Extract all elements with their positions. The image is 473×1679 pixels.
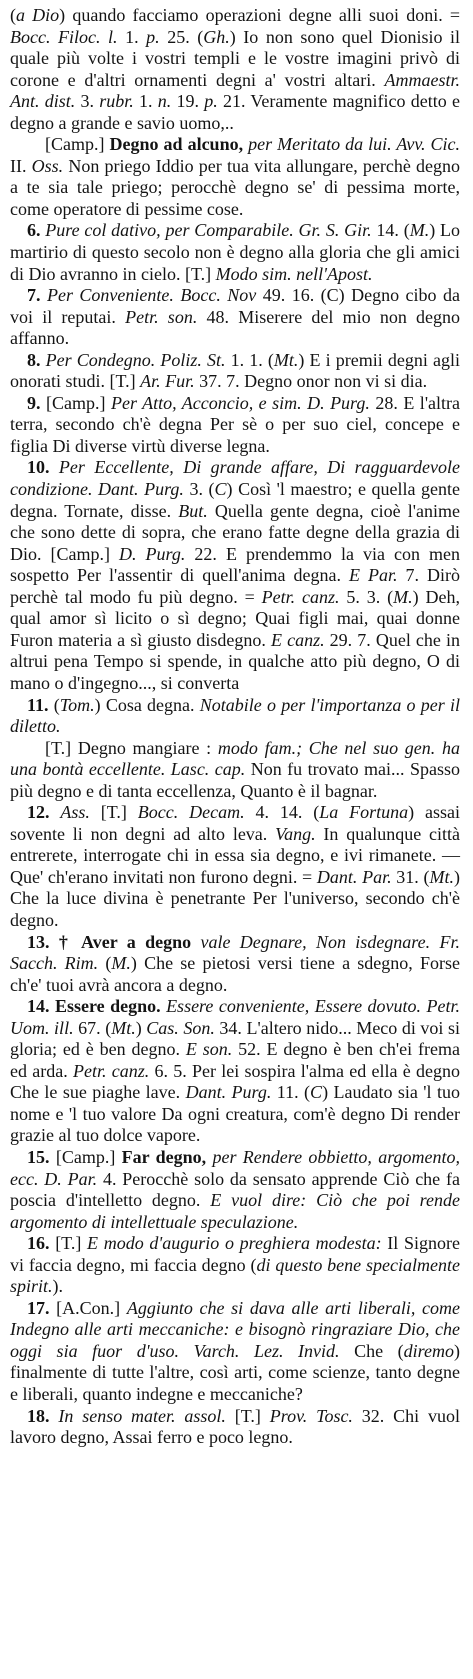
bold-text: Degno ad alcuno,	[109, 134, 244, 155]
italic-text: E Par.	[348, 565, 398, 586]
text-run: ) quando facciamo operazioni degne alli suoi doni. =	[59, 5, 461, 25]
text-run: [Camp.]	[45, 134, 110, 155]
italic-text: n.	[157, 91, 172, 112]
text-run: [Camp.]	[45, 392, 111, 413]
entry-paragraph	[10, 1298, 460, 1406]
italic-text: M.	[393, 586, 413, 607]
italic-text: Bocc. Decam.	[137, 802, 245, 823]
text-run: 14. (	[371, 220, 410, 241]
italic-text: Gh.	[203, 26, 230, 47]
bold-text: 9.	[27, 392, 46, 413]
text-run: [A.Con.]	[56, 1297, 127, 1318]
text-run: 4. Perocchè solo da sensato apprende Ciò che fa poscia d'intelletto degno.	[10, 1168, 460, 1211]
text-run: Non fu trovato mai... Spasso più degno e di tanta eccellenza, Quanto è il bagnar.	[10, 759, 460, 801]
bold-text: 11.	[27, 694, 54, 715]
italic-text: E vuol dire: Ciò che poi rende argomento di intellettuale speculazione.	[10, 1190, 460, 1232]
entry-paragraph	[10, 738, 460, 803]
bold-text: 16.	[27, 1233, 56, 1254]
text-run: ) Deh, qual amor sì licito o sì degno; Quai figli mai, quai donne Furon materia a sì giusto disdegno.	[10, 586, 460, 650]
entry-paragraph	[10, 220, 460, 285]
italic-text: Aggiunto che si dava alle arti liberali, come Indegno alle arti meccaniche: e bisognò ringraziare Dio, che oggi sia fuor d'uso. Varch. Lez. Invid.	[10, 1297, 460, 1361]
italic-text: E son.	[185, 1039, 233, 1060]
bold-text: 15.	[27, 1146, 56, 1167]
bold-text: Far degno,	[121, 1146, 213, 1167]
bold-text: 13. † Aver a degno	[27, 931, 201, 952]
text-run: 25. (	[159, 26, 204, 47]
italic-text: Per Eccellente, Di grande affare, Di ragguardevole condizione. Dant. Purg.	[10, 457, 460, 500]
italic-text: diremo	[403, 1340, 454, 1361]
italic-text: But.	[178, 500, 208, 521]
bold-text: 6.	[27, 220, 46, 241]
bold-text: 12.	[27, 802, 61, 823]
entry-paragraph	[10, 802, 460, 931]
bold-text: 18.	[27, 1405, 59, 1426]
italic-text: In senso mater. assol.	[58, 1405, 226, 1426]
italic-text: C	[310, 1082, 323, 1103]
text-run: ) Io non sono quel Dionisio il quale più volte i vostri templi e le vostre imagini privò di corone e d'altri ornamenti degni a' vostri altari.	[10, 26, 461, 90]
text-run: ) Così 'l maestro; e quella gente degna. Tornate, disse.	[10, 479, 460, 521]
italic-text: Petr. son.	[125, 306, 198, 327]
entry-paragraph	[10, 1406, 460, 1449]
text-run: 3.	[75, 91, 100, 112]
italic-text: D. Purg.	[119, 543, 186, 564]
text-run: 1.	[117, 26, 147, 47]
text-run: [T.]	[225, 1405, 270, 1426]
text-run: 21. Veramente magnifico detto e degno a grande e savio uomo,..	[10, 91, 461, 133]
text-run: 32. Chi vuol lavoro degno, Assai ferro e poco legno.	[10, 1405, 460, 1448]
entry-paragraph	[10, 695, 460, 738]
text-run: II.	[10, 155, 32, 176]
text-run: ) Laudato sia 'l tuo nome e 'l tuo valore Da ogni creatura, com'è degno Di render grazie al tuo dolce vapore.	[10, 1082, 460, 1146]
italic-text: Oss.	[31, 155, 64, 176]
text-run: [T.] Degno mangiare :	[45, 737, 218, 758]
italic-text: M.	[111, 953, 131, 974]
text-run: ) assai sovente li non degni ad alto leva.	[10, 802, 460, 844]
italic-text: Per Conveniente. Bocc. Nov	[46, 285, 257, 306]
text-run: 7. Dirò perchè tal modo fu più degno. =	[10, 565, 461, 607]
bold-text: 7.	[27, 285, 47, 306]
italic-text: vale Degnare, Non isdegnare. Fr. Sacch. Rim.	[10, 931, 460, 974]
text-run: ) Cosa degna.	[94, 694, 200, 715]
italic-text: p.	[146, 26, 160, 47]
bold-text: 17.	[27, 1297, 57, 1318]
italic-text: modo fam.; Che nel suo gen. ha una bontà eccellente. Lasc. cap.	[10, 737, 460, 780]
entry-paragraph	[10, 932, 460, 997]
entry-paragraph	[10, 285, 460, 350]
text-run: 49. 16. (C) Degno cibo da voi il reputai.	[10, 285, 460, 327]
text-run: 37. 7. Degno onor non vi si dia.	[194, 371, 428, 392]
text-run: 48. Miserere del mio non degno affanno.	[10, 306, 461, 349]
entry-paragraph	[10, 134, 460, 220]
text-run: ).	[52, 1276, 64, 1297]
italic-text: Dant. Purg.	[185, 1082, 272, 1103]
text-run: Non priego Iddio per tua vita allungare, perchè degno a te sia tale priego; perocchè degno se' di pessima morte, come operatore di pessime cose.	[10, 155, 460, 219]
text-run: 22. E prendemmo la via con men sospetto Per l'assentir di quell'anima degna.	[10, 543, 460, 586]
italic-text: Pure col dativo, per Comparabile. Gr. S. Gir.	[45, 220, 372, 241]
text-run: )	[135, 1017, 147, 1038]
text-run: [T.]	[55, 1233, 88, 1254]
text-run: 34. L'altero nido... Meco di voi si gloria; ed è ben degno.	[10, 1017, 460, 1060]
italic-text: per Rendere obbietto, argomento, ecc. D. Par.	[10, 1146, 461, 1189]
entry-paragraph	[10, 5, 460, 134]
italic-text: C	[214, 479, 227, 500]
text-run: 6. 5. Per lei sospira l'alma ed ella è degno Che le sue piaghe lave.	[10, 1060, 460, 1103]
italic-text: Mt.	[111, 1017, 136, 1038]
italic-text: La Fortuna	[319, 802, 409, 823]
text-run: (	[53, 694, 60, 715]
italic-text: Mt.	[429, 866, 454, 887]
text-run: 1.	[133, 91, 158, 112]
text-run: 29. 7. Quel che in altrui pena Tempo si spende, in qualche atto più degno, O di mano o d'ingegno..., si converta	[10, 629, 460, 693]
text-run: 3. (	[183, 479, 215, 500]
text-run: 11. (	[271, 1082, 311, 1103]
text-run: 52. E degno è ben ch'ei frema ed arda.	[10, 1039, 461, 1081]
text-run: Che (	[339, 1340, 404, 1361]
text-run: ) Che la luce divina è penetrante Per l'universo, secondo ch'è degno.	[10, 866, 460, 930]
text-run: Quella gente degna, cioè l'anime che sono dette di sopra, che erano fatte degne della grazia di Dio. [Camp.]	[10, 500, 460, 564]
text-run: 4. 14. (	[244, 802, 320, 823]
italic-text: Ar. Fur.	[140, 371, 195, 392]
text-run: [T.]	[89, 802, 138, 823]
italic-text: Per Condegno. Poliz. St.	[45, 349, 226, 370]
italic-text: a Dio	[16, 5, 60, 25]
italic-text: Dant. Par.	[316, 866, 392, 887]
italic-text: Per Atto, Acconcio, e sim. D. Purg.	[110, 392, 370, 413]
italic-text: Notabile o per l'importanza o per il diletto.	[10, 694, 460, 737]
italic-text: Bocc. Filoc. l.	[10, 26, 118, 47]
text-run: ) finalmente di tutte l'altre, così arti, come scienze, tanto degne e liberali, quanto indegne e meccaniche?	[10, 1340, 460, 1404]
entry-paragraph	[10, 457, 460, 694]
text-run: ) Lo martirio di questo secolo non è degno alla gloria che gli amici di Dio avranno in cielo. [T.]	[10, 220, 460, 284]
text-run: 5. 3. (	[339, 586, 394, 607]
entry-paragraph	[10, 393, 460, 458]
italic-text: Ammaestr. Ant. dist.	[10, 69, 460, 112]
text-run: [Camp.]	[55, 1146, 122, 1167]
text-run: In qualunque città entrerete, interrogate chi in essa sia degno, e ivi rimanete. — Que' ch'erano invitati non furono degni. =	[10, 823, 460, 887]
entry-paragraph	[10, 996, 460, 1147]
text-run: (	[10, 5, 16, 25]
text-run: 67. (	[73, 1017, 112, 1038]
italic-text: Vang.	[275, 823, 316, 844]
entry-paragraph	[10, 350, 460, 393]
italic-text: Prov. Tosc.	[269, 1405, 353, 1426]
italic-text: Ass.	[60, 802, 90, 823]
italic-text: E modo d'augurio o preghiera modesta:	[87, 1233, 382, 1254]
entry-paragraph	[10, 1233, 460, 1298]
italic-text: Essere conveniente, Essere dovuto. Petr. Uom. ill.	[10, 996, 460, 1038]
italic-text: di questo bene specialmente spirit.	[10, 1254, 460, 1297]
bold-text: 10.	[27, 457, 59, 478]
italic-text: Petr. canz.	[72, 1060, 150, 1081]
bold-text: 14. Essere degno.	[27, 996, 167, 1017]
text-run: (	[98, 953, 112, 974]
italic-text: rubr.	[99, 91, 134, 112]
italic-text: per Meritato da lui. Avv. Cic.	[248, 134, 461, 155]
italic-text: Tom.	[59, 694, 95, 715]
text-run: 1. 1. (	[225, 349, 274, 370]
italic-text: p.	[204, 91, 218, 112]
text-run: Il Signore vi faccia degno, mi faccia degno (	[10, 1233, 460, 1275]
italic-text: Cas. Son.	[146, 1017, 215, 1038]
entry-paragraph	[10, 1147, 460, 1233]
text-run: 19.	[171, 91, 205, 112]
italic-text: Mt.	[273, 349, 299, 370]
text-run: 28. E l'altra terra, secondo ch'è degna Per sè o per suo ciel, concepe e figlia Di diverse virtù diverse legna.	[10, 392, 461, 456]
text-run: ) E i premii degni agli onorati studi. [T.]	[10, 349, 461, 392]
italic-text: M.	[409, 220, 430, 241]
italic-text: Petr. canz.	[261, 586, 340, 607]
italic-text: E canz.	[271, 629, 325, 650]
text-run: ) Che se pietosi versi tiene a sdegno, Forse ch'e' tuoi avrà ancora a degno.	[10, 953, 460, 995]
text-run: 31. (	[391, 866, 430, 887]
bold-text: 8.	[27, 349, 46, 370]
italic-text: Modo sim. nell'Apost.	[215, 263, 373, 284]
